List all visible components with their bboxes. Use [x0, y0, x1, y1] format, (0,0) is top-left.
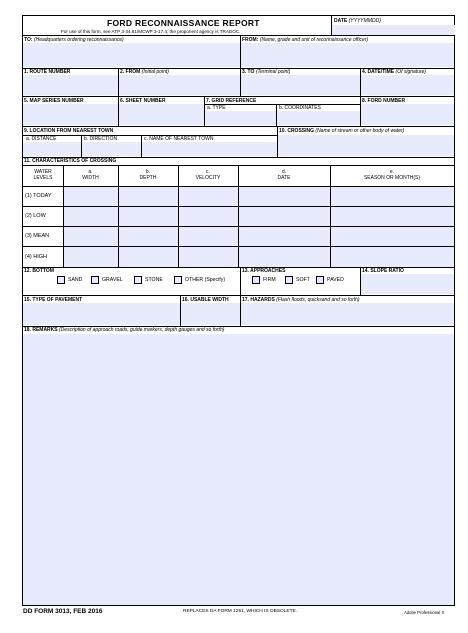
- firm-label: FIRM: [263, 277, 276, 283]
- sand-checkbox[interactable]: [57, 276, 65, 284]
- firm-checkbox[interactable]: [252, 276, 260, 284]
- hazards-field[interactable]: [241, 303, 454, 325]
- to-point-field[interactable]: [241, 75, 360, 95]
- crossing-field[interactable]: [278, 135, 454, 156]
- today-season-cell[interactable]: [331, 187, 454, 206]
- mean-width-cell[interactable]: [64, 227, 118, 246]
- grid-coordinates-label: b. COORDINATES: [279, 105, 321, 111]
- slope-field[interactable]: [361, 274, 454, 294]
- other-checkbox[interactable]: [174, 276, 182, 284]
- high-season-cell[interactable]: [331, 247, 454, 267]
- ford-number-field[interactable]: [361, 104, 454, 125]
- row-low: (2) LOW: [25, 213, 46, 219]
- gravel-label: GRAVEL: [102, 277, 123, 283]
- grid-reference-label: 7. GRID REFERENCE: [206, 98, 257, 104]
- date-field[interactable]: [332, 25, 455, 35]
- from-field[interactable]: [241, 43, 454, 67]
- distance-label: a. DISTANCE: [26, 136, 57, 142]
- direction-label: b. DIRECTION: [84, 136, 118, 142]
- high-width-cell[interactable]: [64, 247, 118, 267]
- mean-season-cell[interactable]: [331, 227, 454, 246]
- row-high: (4) HIGH: [25, 254, 47, 260]
- stone-checkbox[interactable]: [134, 276, 142, 284]
- row-mean: (3) MEAN: [25, 233, 50, 239]
- low-depth-cell[interactable]: [119, 207, 178, 226]
- route-number-field[interactable]: [23, 75, 118, 95]
- usable-width-label: 16. USABLE WIDTH: [182, 297, 229, 303]
- high-velocity-cell[interactable]: [179, 247, 238, 267]
- datetime-label: 4. DATE/TIME (Of signature): [362, 69, 427, 75]
- usable-width-field[interactable]: [181, 303, 240, 325]
- sand-label: SAND: [68, 277, 83, 283]
- today-date-cell[interactable]: [239, 187, 330, 206]
- sheet-number-field[interactable]: [119, 104, 204, 125]
- from-point-field[interactable]: [119, 75, 240, 95]
- pavement-label: 15. TYPE OF PAVEMENT: [24, 297, 83, 303]
- town-name-label: c. NAME OF NEAREST TOWN: [144, 136, 214, 142]
- high-date-cell[interactable]: [239, 247, 330, 267]
- col-season: e. SEASON OR MONTH(S): [363, 169, 421, 181]
- ford-reconnaissance-form: [22, 15, 455, 606]
- form-id: DD FORM 3013, FEB 2016: [23, 608, 103, 615]
- today-width-cell[interactable]: [64, 187, 118, 206]
- stone-label: STONE: [145, 277, 163, 283]
- pavement-field[interactable]: [23, 303, 180, 325]
- map-series-field[interactable]: [23, 104, 118, 125]
- from-label: FROM: (Name, grade and unit of reconnaissance officer): [242, 37, 369, 43]
- grid-type-field[interactable]: [205, 111, 276, 125]
- approaches-label: 13. APPROACHES: [242, 268, 286, 274]
- soft-label: SOFT: [296, 277, 310, 283]
- location-label: 9. LOCATION FROM NEAREST TOWN: [24, 128, 114, 134]
- today-depth-cell[interactable]: [119, 187, 178, 206]
- row-today: (1) TODAY: [25, 193, 52, 199]
- paved-checkbox[interactable]: [316, 276, 324, 284]
- ford-number-label: 8. FORD NUMBER: [362, 98, 406, 104]
- low-date-cell[interactable]: [239, 207, 330, 226]
- remarks-field[interactable]: [23, 334, 454, 605]
- grid-coordinates-field[interactable]: [277, 111, 360, 125]
- datetime-field[interactable]: [361, 75, 454, 95]
- mean-date-cell[interactable]: [239, 227, 330, 246]
- soft-checkbox[interactable]: [285, 276, 293, 284]
- sheet-number-label: 6. SHEET NUMBER: [120, 98, 166, 104]
- mean-velocity-cell[interactable]: [179, 227, 238, 246]
- to-field[interactable]: [23, 43, 240, 67]
- form-title: FORD RECONNAISSANCE REPORT: [107, 18, 260, 28]
- direction-field[interactable]: [82, 142, 141, 156]
- to-point-label: 3. TO (Terminal point): [242, 69, 291, 75]
- col-water-levels: WATER LEVELS: [33, 169, 53, 181]
- from-point-label: 2. FROM (Initial point): [120, 69, 169, 75]
- col-date: d. DATE: [277, 169, 291, 181]
- characteristics-label: 11. CHARACTERISTICS OF CROSSING: [24, 158, 117, 164]
- slope-label: 14. SLOPE RATIO: [362, 268, 404, 274]
- other-label: OTHER (Specify): [185, 277, 226, 283]
- high-depth-cell[interactable]: [119, 247, 178, 267]
- to-label: TO: (Headquarters ordering reconnaissance): [24, 37, 124, 43]
- bottom-label: 12. BOTTOM: [24, 268, 54, 274]
- map-series-label: 5. MAP SERIES NUMBER: [24, 98, 84, 104]
- low-velocity-cell[interactable]: [179, 207, 238, 226]
- remarks-label: 18. REMARKS (Description of approach roads, guide markers, depth gauges and so forth): [24, 327, 225, 333]
- today-velocity-cell[interactable]: [179, 187, 238, 206]
- route-number-label: 1. ROUTE NUMBER: [24, 69, 71, 75]
- grid-type-label: a. TYPE: [207, 105, 226, 111]
- software-note: Adobe Professional X: [404, 610, 445, 615]
- crossing-label: 10. CROSSING (Name of stream or other body of water): [279, 128, 405, 134]
- date-label: DATE (YYYYMMDD): [334, 18, 381, 24]
- form-subtitle: For use of this form, see ATP 3-34.81/MCWP 3-17.4; the proponent agency is TRADOC.: [61, 29, 241, 34]
- col-depth: b. DEPTH: [139, 169, 157, 181]
- town-name-field[interactable]: [142, 142, 277, 156]
- hazards-label: 17. HAZARDS (Flash floods, quicksand and so forth): [242, 297, 360, 303]
- paved-label: PAVED: [327, 277, 344, 283]
- distance-field[interactable]: [23, 142, 81, 156]
- low-width-cell[interactable]: [64, 207, 118, 226]
- col-width: a. WIDTH: [82, 169, 99, 181]
- low-season-cell[interactable]: [331, 207, 454, 226]
- replaces-note: REPLACES DA FORM 1251, WHICH IS OBSOLETE.: [183, 609, 298, 614]
- col-velocity: c. VELOCITY: [195, 169, 221, 181]
- gravel-checkbox[interactable]: [91, 276, 99, 284]
- mean-depth-cell[interactable]: [119, 227, 178, 246]
